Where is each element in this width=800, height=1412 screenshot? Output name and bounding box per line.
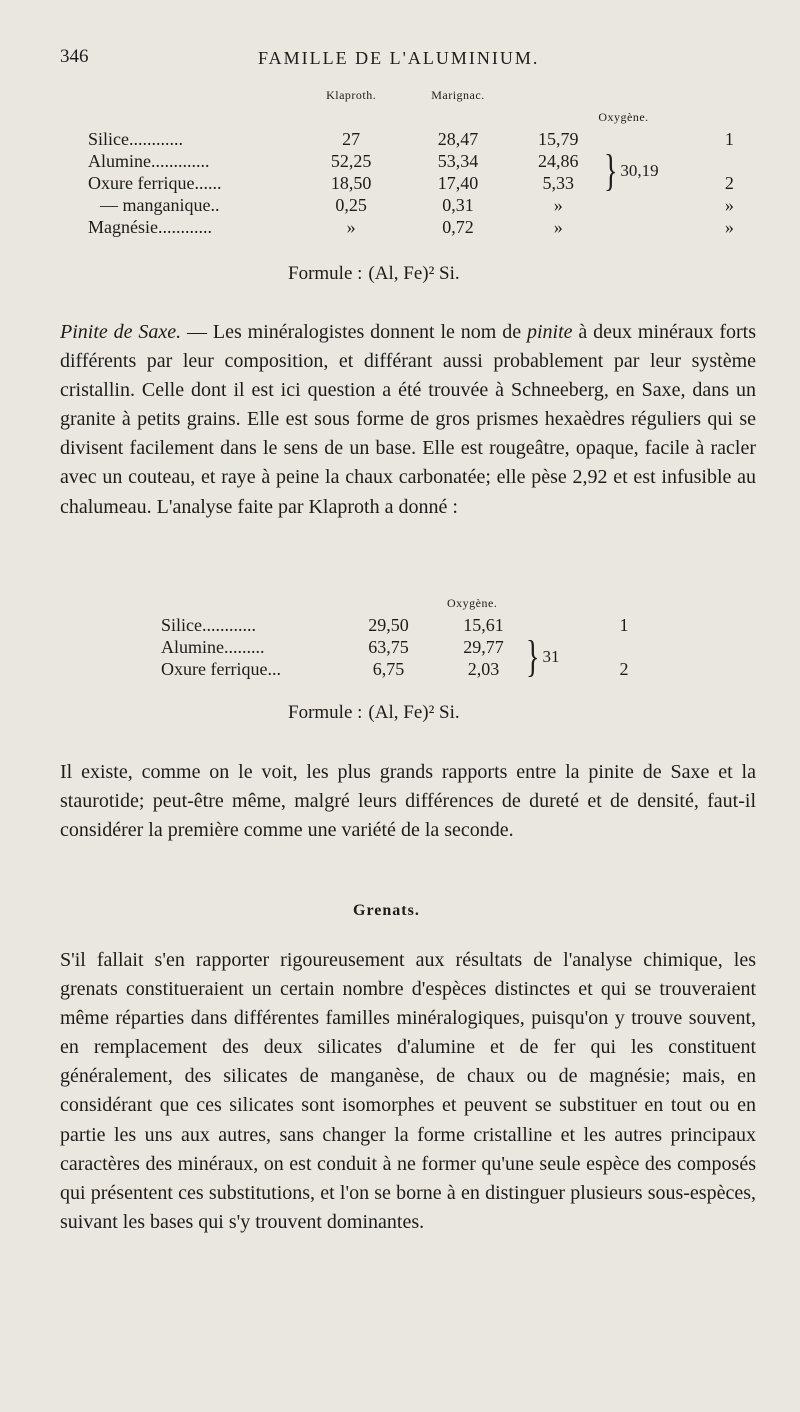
section-heading: Grenats. [353, 902, 420, 919]
oxygen-value: 15,61 [463, 614, 504, 635]
brace-symbol: } [603, 146, 618, 197]
table-header-row [88, 106, 800, 128]
ratio-value: 1 [724, 128, 734, 149]
marignac-value: 0,72 [442, 216, 474, 237]
oxygen-group [526, 632, 574, 683]
paragraph-text: à deux minéraux forts différents par leur composition, et différant aussi probablement par leur système cristallin. Celle dont il est ici question a été trouvée à Schneeberg, en Saxe, dans un granite à petits grains. Elle est sous forme de gros prismes hexaèdres réguliers qui se divisent facilement dans le sens de un base. Elle est rougeâtre, opaque, facile à racler avec un couteau, et raye à peine la chaux carbonatée; elle pèse 2,92 et est infusible au chalumeau. L'analyse faite par Klaproth a donné : [60, 321, 756, 518]
oxygen-group [603, 146, 659, 197]
percent-value: 29,50 [368, 614, 409, 635]
formula-expression: (Al, Fe)² Si. [368, 702, 460, 723]
ratio-value: 1 [619, 614, 629, 635]
marignac-value: 17,40 [437, 172, 479, 193]
table-row [88, 216, 800, 238]
brace-symbol: } [526, 632, 540, 683]
ratio-value: » [724, 216, 734, 237]
paragraph-pinite [60, 318, 756, 522]
formula-2 [288, 702, 466, 724]
oxygen-value: » [553, 216, 563, 237]
klaproth-value: » [346, 216, 356, 237]
klaproth-value: 52,25 [330, 150, 372, 171]
column-header-oxygene: Oxygène. [598, 109, 649, 124]
oxygen-value: » [553, 194, 563, 215]
oxygen-group-sum: 31 [542, 646, 560, 666]
ratio-value: 2 [619, 658, 629, 679]
percent-value: 63,75 [368, 636, 409, 657]
formula-expression: (Al, Fe)² Si. [368, 263, 460, 284]
paragraph-text: — Les minéralogistes donnent le nom de [181, 321, 527, 343]
paragraph-grenats: S'il fallait s'en rapporter rigoureusement aux résultats de l'analyse chimique, les grenats constitueraient un certain nombre d'espèces distinctes et qui se trouveraient même réparties dans différentes familles minéralogiques, puisqu'on y trouve souvent, en remplacement des deux silicates d'alumine et de fer qui les constituent généralement, des silicates de manganèse, de chaux ou de magnésie; mais, en considérant que ces silicates sont isomorphes et peuvent se substituer en tout ou en partie les uns aux autres, sans changer la forme cristalline et les autres principaux caractères des minéraux, on est conduit à ne former qu'une seule espèce des composés qui présentent ces substitutions, et l'on se borne à en distinguer plusieurs sous-espèces, suivant les bases qui s'y trouvent dominantes. [60, 949, 756, 1233]
klaproth-value: 18,50 [330, 172, 372, 193]
table-row [88, 194, 800, 216]
term-pinite: pinite [526, 321, 573, 343]
formula-1 [288, 263, 466, 285]
marignac-value: 28,47 [437, 128, 479, 149]
table-header-row [161, 592, 674, 614]
mineral-name: Silice............ [88, 128, 183, 149]
column-header-klaproth: Klaproth. [326, 87, 377, 102]
oxygen-value: 15,79 [538, 128, 579, 149]
oxygen-value: 5,33 [542, 172, 575, 193]
table-row [161, 636, 674, 658]
oxygen-value: 2,03 [467, 658, 500, 679]
ratio-value [659, 150, 800, 172]
analysis-table-2 [161, 592, 674, 683]
oxygen-group-sum: 30,19 [620, 160, 659, 180]
table-row [88, 172, 800, 194]
paragraph-staurotide: Il existe, comme on le voit, les plus grands rapports entre la pinite de Saxe et la staurotide; peut-être même, malgré leurs différences de dureté et de densité, faut-il considérer la première comme une variété de la seconde. [60, 761, 756, 842]
oxygen-value: 24,86 [538, 150, 579, 171]
table-header-row [88, 84, 800, 106]
paragraph-title: Pinite de Saxe. [60, 321, 182, 343]
page-number: 346 [60, 46, 89, 67]
mineral-name: Alumine............. [88, 150, 210, 171]
percent-value: 6,75 [372, 658, 405, 679]
column-header-oxygene: Oxygène. [447, 595, 498, 610]
formula-label: Formule : [288, 263, 363, 284]
mineral-name: Oxure ferrique...... [88, 172, 222, 193]
marignac-value: 0,31 [442, 194, 474, 215]
running-title: FAMILLE DE L'ALUMINIUM. [258, 48, 540, 68]
formula-label: Formule : [288, 702, 363, 723]
table-row [161, 658, 674, 680]
analysis-table-1 [88, 84, 800, 238]
ratio-value: 2 [724, 172, 734, 193]
mineral-name: Oxure ferrique... [161, 658, 281, 679]
klaproth-value: 27 [342, 128, 361, 149]
marignac-value: 53,34 [437, 150, 479, 171]
column-header-marignac: Marignac. [431, 87, 485, 102]
table-row [161, 614, 674, 636]
oxygen-value: 29,77 [463, 636, 504, 657]
mineral-name: Magnésie............ [88, 216, 212, 237]
table-row [88, 128, 800, 150]
mineral-name: — manganique.. [100, 194, 220, 215]
mineral-name: Alumine......... [161, 636, 265, 657]
ratio-value [574, 636, 674, 658]
mineral-name: Silice............ [161, 614, 256, 635]
klaproth-value: 0,25 [335, 194, 367, 215]
table-row [88, 150, 800, 172]
ratio-value: » [724, 194, 734, 215]
